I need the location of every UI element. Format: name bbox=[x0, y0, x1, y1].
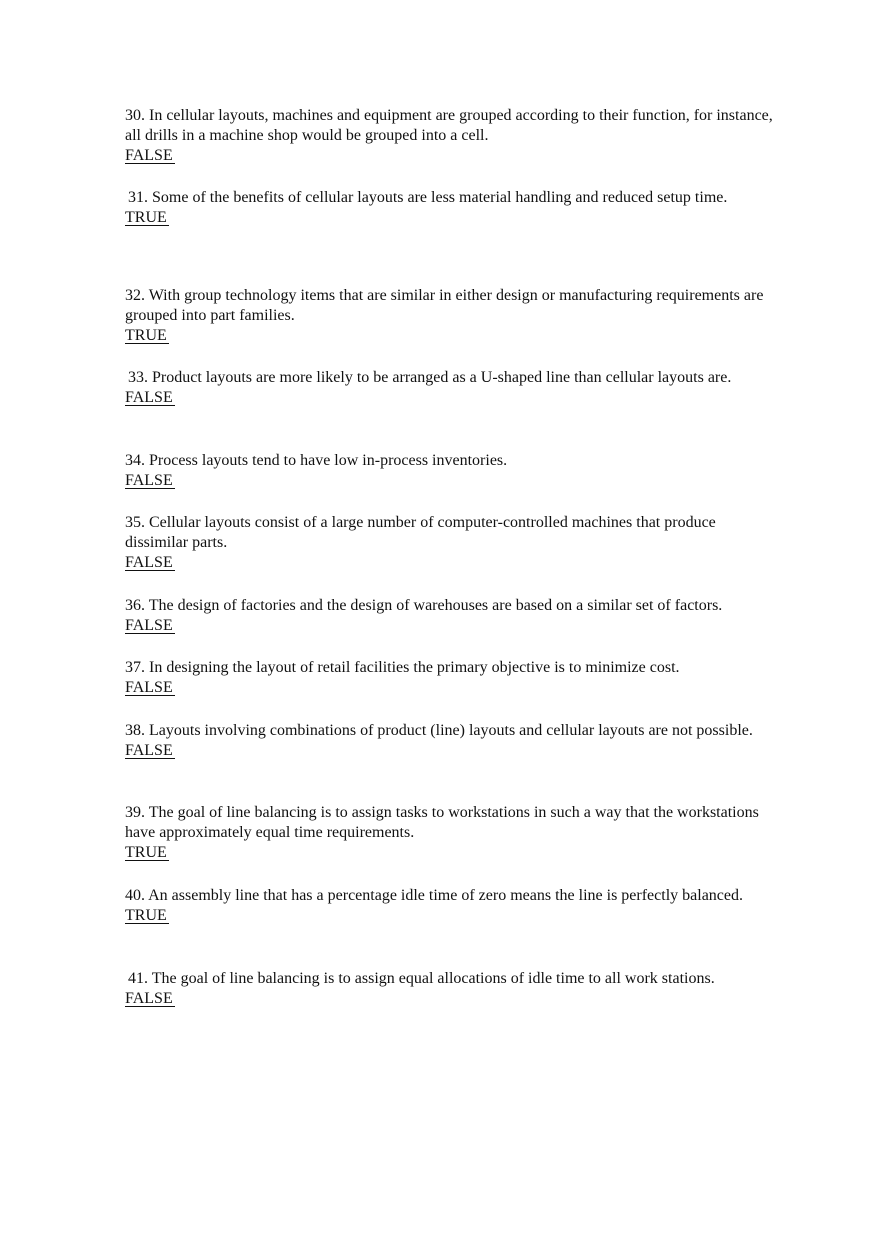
question-text: 40. An assembly line that has a percentage idle time of zero means the line is perfectly balanced. bbox=[125, 887, 743, 904]
question-text: 30. In cellular layouts, machines and equipment are grouped according to their function, for instance, all drills in a machine shop would be grouped into a cell. bbox=[125, 107, 773, 144]
question-30 bbox=[125, 106, 775, 169]
question-text: 36. The design of factories and the design of warehouses are based on a similar set of factors. bbox=[125, 597, 723, 614]
question-text: 33. Product layouts are more likely to be arranged as a U-shaped line than cellular layouts are. bbox=[128, 369, 732, 386]
answer-label: FALSE bbox=[125, 990, 173, 1007]
question-35 bbox=[125, 513, 775, 576]
answer-label: TRUE bbox=[125, 844, 167, 861]
question-31 bbox=[125, 188, 775, 231]
answer-label: FALSE bbox=[125, 147, 173, 164]
question-32 bbox=[125, 286, 775, 349]
question-text: 35. Cellular layouts consist of a large number of computer-controlled machines that produce dissimilar parts. bbox=[125, 514, 716, 551]
question-text: 39. The goal of line balancing is to assign tasks to workstations in such a way that the workstations have approximately equal time requirements. bbox=[125, 804, 759, 841]
question-text: 37. In designing the layout of retail facilities the primary objective is to minimize cost. bbox=[125, 659, 680, 676]
answer-label: FALSE bbox=[125, 389, 173, 406]
answer-label: TRUE bbox=[125, 327, 167, 344]
question-39 bbox=[125, 803, 775, 866]
answer-label: FALSE bbox=[125, 679, 173, 696]
answer-label: TRUE bbox=[125, 907, 167, 924]
question-36 bbox=[125, 596, 785, 639]
answer-label: FALSE bbox=[125, 554, 173, 571]
question-text: 41. The goal of line balancing is to assign equal allocations of idle time to all work stations. bbox=[128, 970, 715, 987]
answer-label: TRUE bbox=[125, 209, 167, 226]
question-33 bbox=[125, 368, 775, 411]
question-34 bbox=[125, 451, 775, 494]
question-38 bbox=[125, 721, 775, 764]
question-text: 34. Process layouts tend to have low in-process inventories. bbox=[125, 452, 508, 469]
question-41 bbox=[125, 969, 785, 1012]
question-37 bbox=[125, 658, 775, 701]
answer-label: FALSE bbox=[125, 617, 173, 634]
answer-label: FALSE bbox=[125, 742, 173, 759]
question-40 bbox=[125, 886, 775, 929]
question-text: 32. With group technology items that are similar in either design or manufacturing requirements are grouped into part families. bbox=[125, 287, 764, 324]
answer-label: FALSE bbox=[125, 472, 173, 489]
question-text: 38. Layouts involving combinations of product (line) layouts and cellular layouts are not possible. bbox=[125, 722, 753, 739]
question-text: 31. Some of the benefits of cellular layouts are less material handling and reduced setup time. bbox=[128, 189, 728, 206]
